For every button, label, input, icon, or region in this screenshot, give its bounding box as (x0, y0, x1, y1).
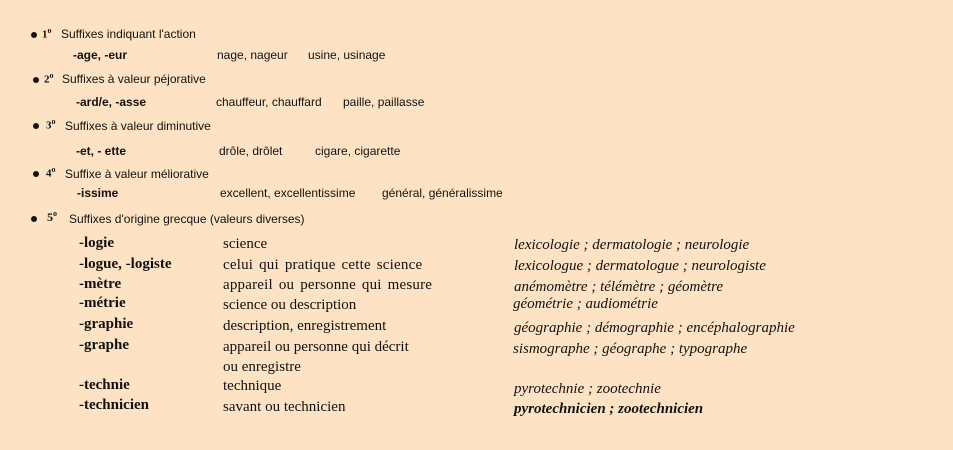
suffix-age-eur: -age, -eur (73, 48, 128, 62)
bullet-4 (33, 171, 39, 177)
greek-suffix-3: -mètre (79, 276, 122, 292)
greek-examples-7: pyrotechnie ; zootechnie (514, 381, 661, 397)
suffix-ard-asse: -ard/e, -asse (76, 95, 147, 109)
section-title-2: Suffixes à valeur péjorative (62, 72, 206, 86)
section-title-5: Suffixes d'origine grecque (valeurs diverses) (69, 212, 305, 226)
greek-meaning-8: savant ou technicien (223, 399, 346, 415)
greek-examples-4: géométrie ; audiométrie (513, 296, 658, 312)
greek-suffix-6: -graphe (79, 337, 129, 353)
bullet-1 (31, 32, 37, 38)
suffix-issime: -issime (77, 186, 119, 200)
greek-suffix-8: -technicien (79, 397, 149, 413)
greek-suffix-7: -technie (79, 377, 130, 393)
example-1b: usine, usinage (308, 48, 386, 62)
greek-suffix-2: -logue, -logiste (79, 256, 172, 272)
greek-suffix-5: -graphie (79, 316, 134, 332)
section-title-3: Suffixes à valeur diminutive (65, 119, 211, 133)
greek-examples-1: lexicologie ; dermatologie ; neurologie (514, 237, 750, 253)
greek-meaning-6-continued: ou enregistre (223, 359, 301, 375)
section-number-1: 1$^o$ (42, 26, 52, 41)
greek-meaning-2: celui qui pratique cette science (223, 257, 423, 273)
greek-meaning-5: description, enregistrement (223, 318, 387, 334)
example-4a: excellent, excellentissime (220, 186, 356, 200)
greek-suffix-1: -logie (79, 235, 114, 251)
suffix-et-ette: -et, - ette (76, 144, 127, 158)
example-3b: cigare, cigarette (315, 144, 401, 158)
greek-meaning-7: technique (223, 378, 282, 394)
greek-meaning-1: science (223, 236, 268, 252)
example-3a: drôle, drôlet (219, 144, 283, 158)
greek-suffix-4: -métrie (79, 295, 126, 311)
greek-meaning-3: appareil ou personne qui mesure (223, 277, 433, 293)
section-number-4: 4$^o$ (46, 165, 56, 180)
section-number-2: 2$^o$ (44, 71, 54, 86)
bullet-5 (31, 216, 37, 222)
greek-examples-2: lexicologue ; dermatologue ; neurologiste (514, 258, 766, 274)
example-2a: chauffeur, chauffard (216, 95, 322, 109)
section-number-5: 5$^o$ (47, 209, 57, 224)
bullet-2 (33, 77, 39, 83)
example-4b: général, généralissime (382, 186, 503, 200)
greek-examples-3: anémomètre ; télémètre ; géomètre (514, 279, 724, 295)
greek-examples-6: sismographe ; géographe ; typographe (513, 341, 748, 357)
bullet-3 (33, 123, 39, 129)
section-title-4: Suffixe à valeur méliorative (65, 167, 209, 181)
greek-meaning-4: science ou description (223, 297, 357, 313)
greek-examples-5: géographie ; démographie ; encéphalographie (514, 320, 795, 336)
example-2b: paille, paillasse (343, 95, 425, 109)
greek-examples-8: pyrotechnicien ; zootechnicien (514, 401, 704, 417)
section-title-1: Suffixes indiquant l'action (61, 27, 196, 41)
example-1a: nage, nageur (217, 48, 288, 62)
greek-meaning-6: appareil ou personne qui décrit (223, 339, 409, 355)
section-number-3: 3$^o$ (46, 117, 56, 132)
